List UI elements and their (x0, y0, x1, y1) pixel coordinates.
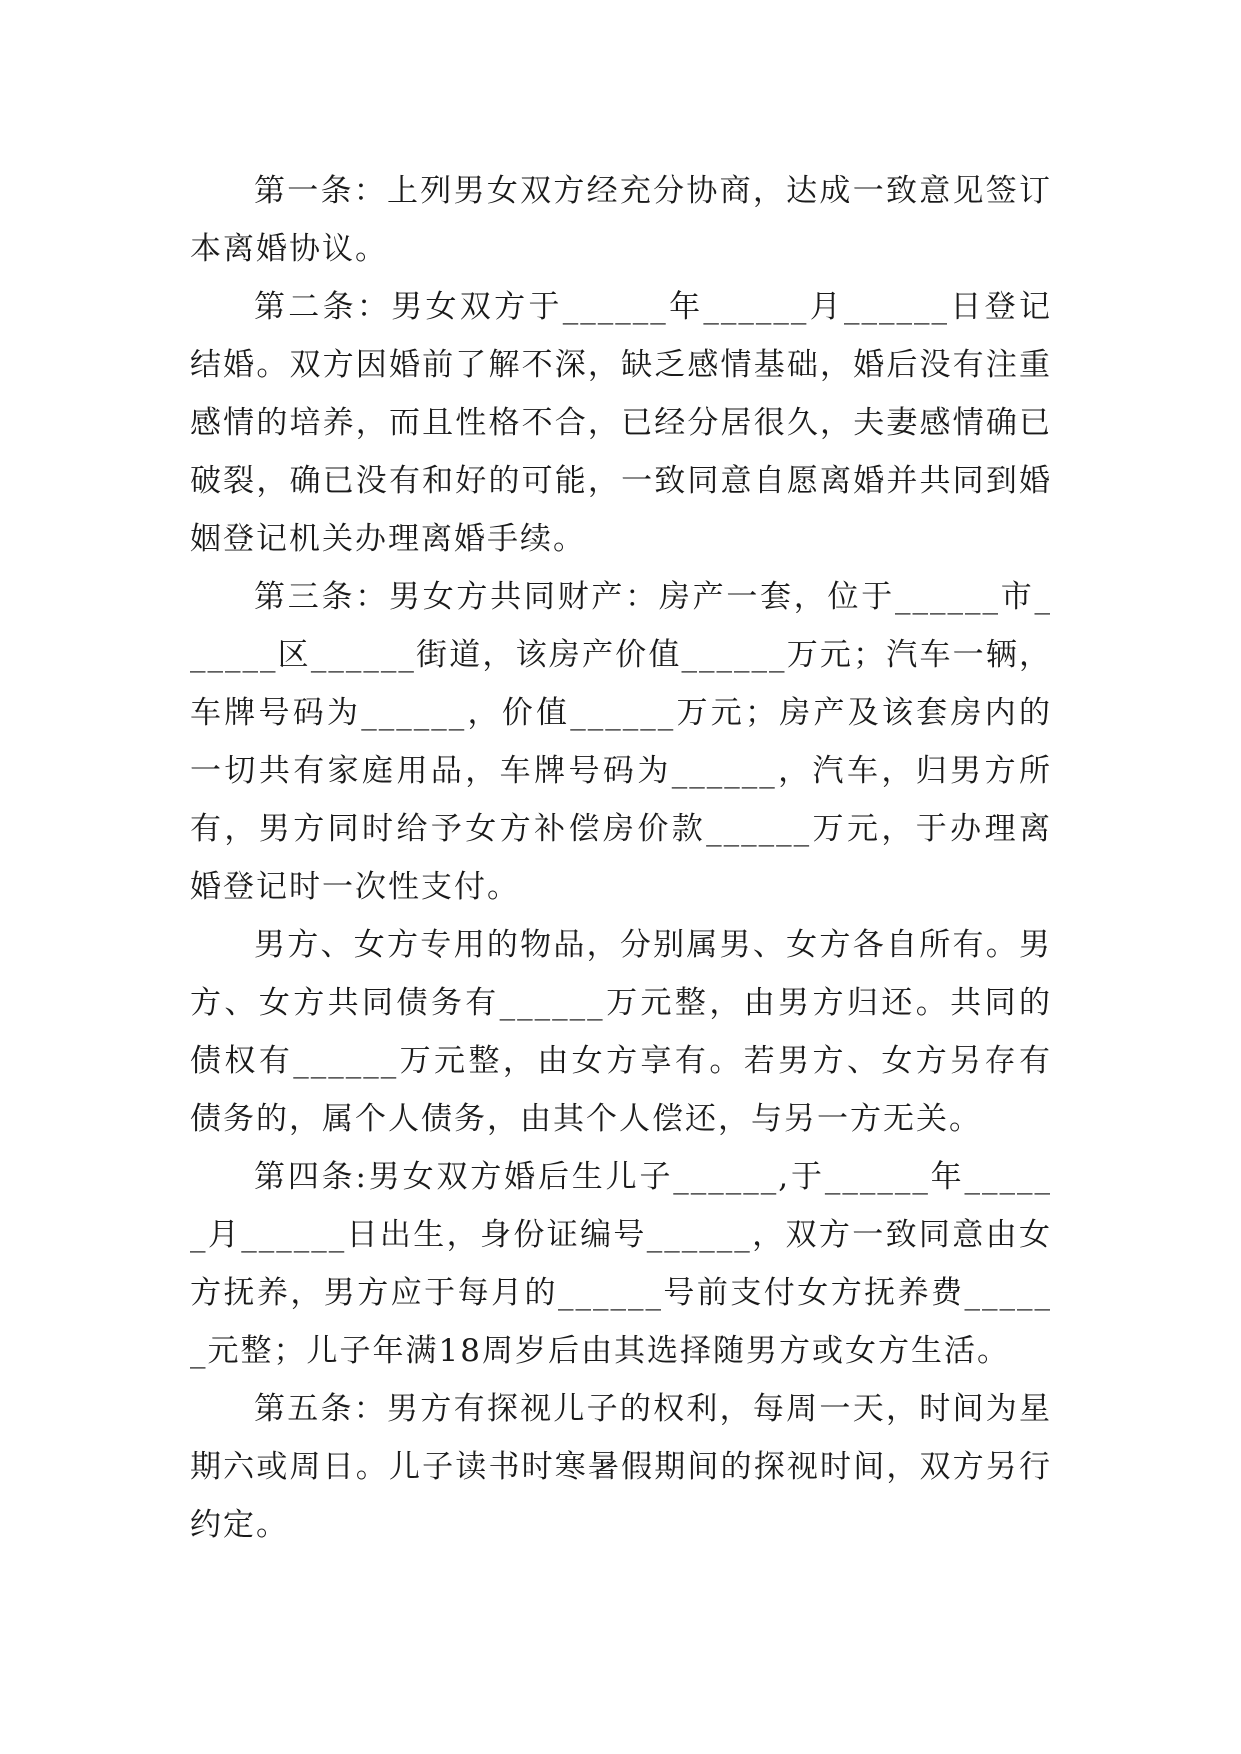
personal-items-debts-paragraph: 男方、女方专用的物品，分别属男、女方各自所有。男方、女方共同债务有______万元整，由男方归还。共同的债权有______万元整，由女方享有。若男方、女方另存有债务的，属个人债务，由其个人偿还，与另一方无关。 (190, 927, 1052, 1137)
article-4-paragraph: 第四条:男女双方婚后生儿子______,于______年______月______日出生，身份证编号______，双方一致同意由女方抚养，男方应于每月的______号前支付女方抚养费______元整；儿子年满18周岁后由其选择随男方或女方生活。 (190, 1159, 1052, 1369)
article-1-paragraph: 第一条：上列男女双方经充分协商，达成一致意见签订本离婚协议。 (190, 173, 1052, 267)
article-2-paragraph: 第二条：男女双方于______年______月______日登记结婚。双方因婚前了解不深，缺乏感情基础，婚后没有注重感情的培养，而且性格不合，已经分居很久，夫妻感情确已破裂，确已没有和好的可能，一致同意自愿离婚并共同到婚姻登记机关办理离婚手续。 (190, 289, 1052, 557)
article-3-paragraph: 第三条：男女方共同财产：房产一套，位于______市______区______街道，该房产价值______万元；汽车一辆，车牌号码为______，价值______万元；房产及该套房内的一切共有家庭用品，车牌号码为______，汽车，归男方所有，男方同时给予女方补偿房价款______万元，于办理离婚登记时一次性支付。 (190, 579, 1052, 905)
agreement-body (190, 162, 1052, 1554)
article-5-paragraph: 第五条：男方有探视儿子的权利，每周一天，时间为星期六或周日。儿子读书时寒暑假期间的探视时间，双方另行约定。 (190, 1391, 1052, 1543)
